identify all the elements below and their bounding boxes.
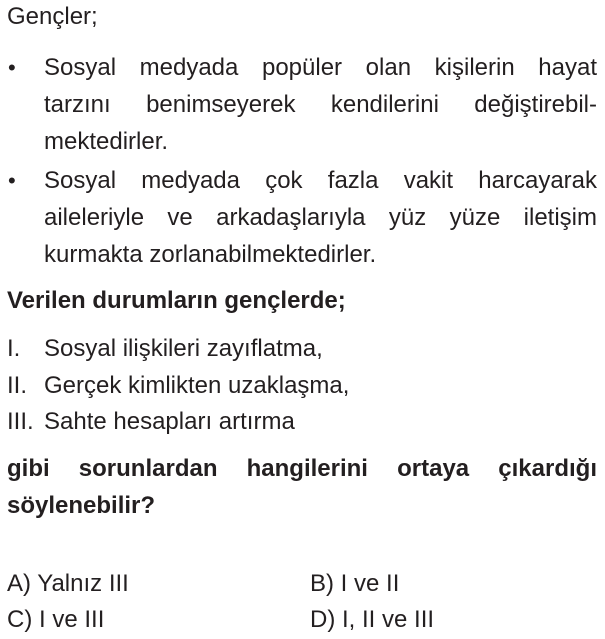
stem-heading: Verilen durumların gençlerde;	[7, 287, 346, 314]
bullet-1-line-1: Sosyal medyada popüler olan kişilerin hayat	[44, 54, 597, 81]
statement-numeral: II.	[7, 372, 28, 399]
option-c[interactable]	[7, 606, 104, 634]
statement-text: Gerçek kimlikten uzaklaşma,	[44, 372, 350, 399]
intro-text: Gençler;	[7, 3, 98, 30]
statement-text: Sosyal ilişkileri zayıflatma,	[44, 335, 323, 362]
option-a[interactable]	[7, 570, 129, 598]
option-text: I ve II	[340, 570, 400, 597]
option-text: I, II ve III	[342, 606, 435, 633]
option-text: Yalnız III	[37, 570, 129, 597]
statement-numeral: I.	[7, 335, 21, 362]
question-line-1: gibi sorunlardan hangilerini ortaya çıkardığı	[7, 455, 597, 482]
question-line-2: söylenebilir?	[7, 492, 156, 519]
bullet-2-line-1: Sosyal medyada çok fazla vakit harcayarak	[44, 167, 597, 194]
bullet-1-line-2: tarzını benimseyerek kendilerini değiştirebil-	[44, 91, 597, 118]
option-letter: B)	[310, 570, 334, 597]
option-letter: D)	[310, 606, 336, 633]
bullet-dot: •	[8, 168, 16, 193]
bullet-2-line-2: aileleriyle ve arkadaşlarıyla yüz yüze iletişim	[44, 204, 597, 231]
bullet-2-line-3: kurmakta zorlanabilmektedirler.	[44, 241, 377, 268]
option-d[interactable]	[310, 606, 434, 634]
statement-text: Sahte hesapları artırma	[44, 408, 295, 435]
option-letter: C)	[7, 606, 33, 633]
option-letter: A)	[7, 570, 31, 597]
bullet-dot: •	[8, 55, 16, 80]
option-text: I ve III	[39, 606, 105, 633]
bullet-1-line-3: mektedirler.	[44, 128, 169, 155]
statement-numeral: III.	[7, 408, 34, 435]
option-b[interactable]	[310, 570, 399, 598]
